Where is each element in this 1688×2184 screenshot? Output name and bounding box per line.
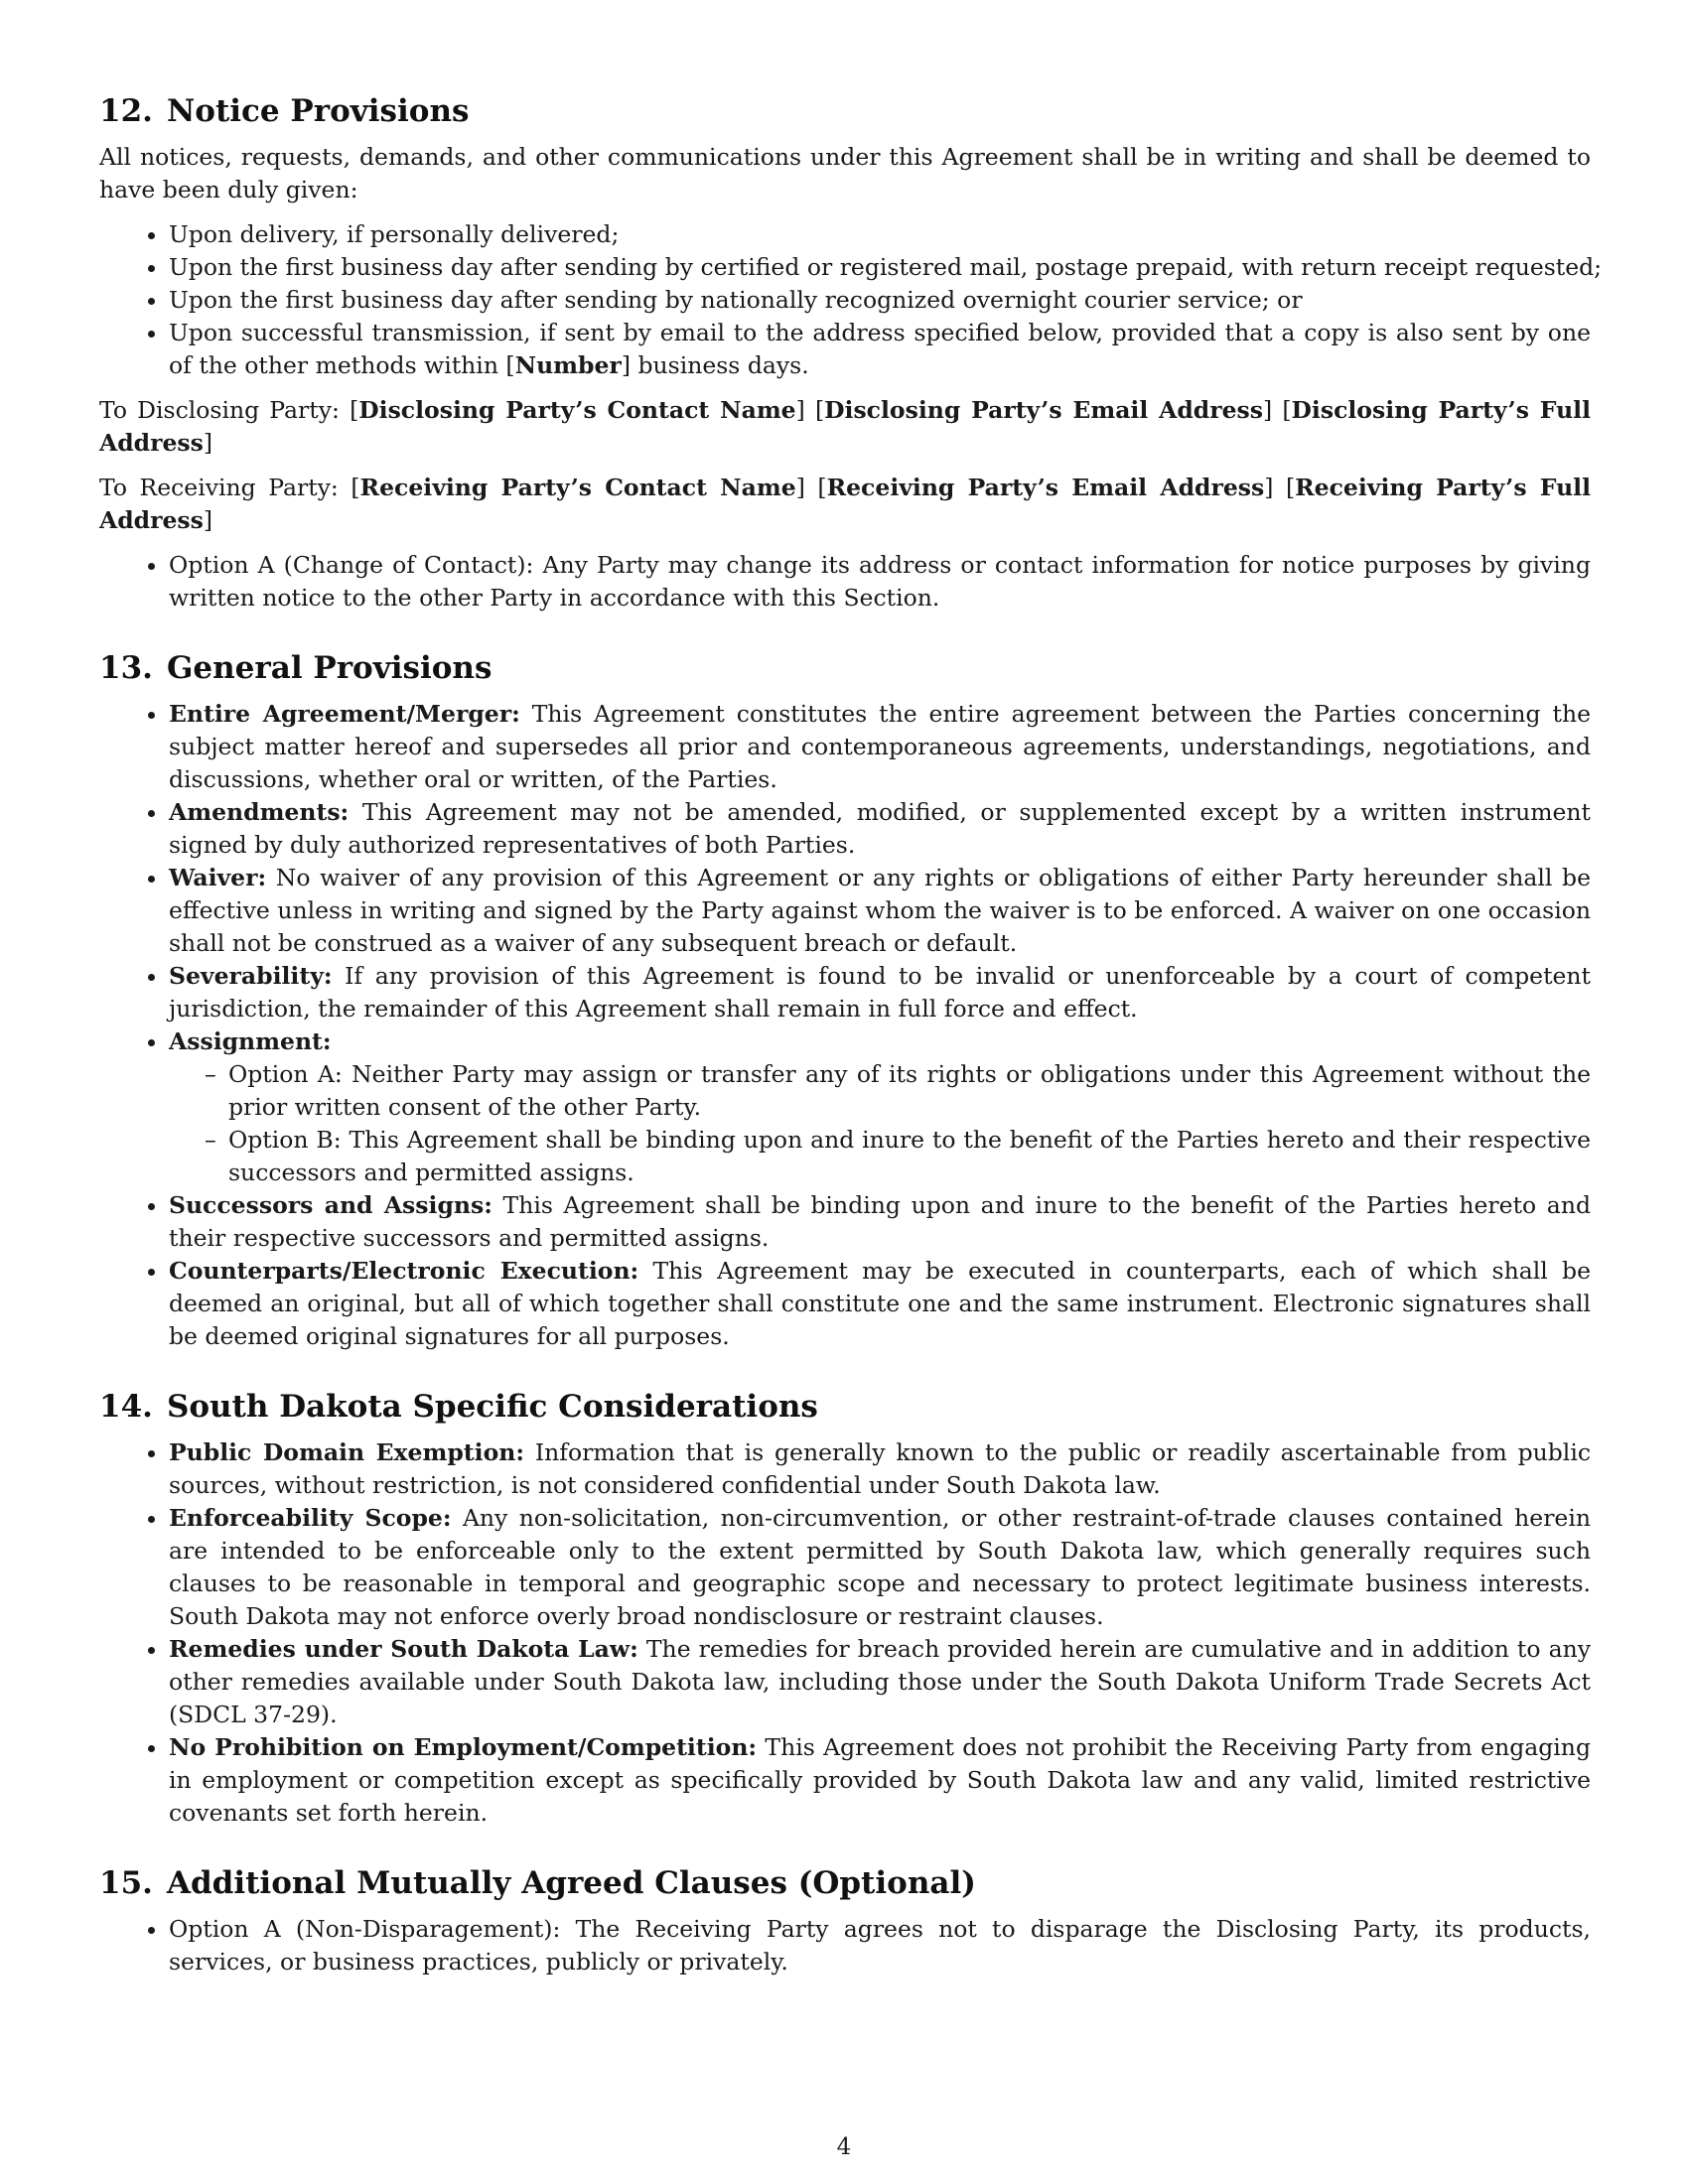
sub-list-item: – Option A: Neither Party may assign or transfer any of its rights or obligations under this Agreement without the prior written consent of the other Party.: [228, 1058, 1591, 1124]
disclosing-party-contact: To Disclosing Party: [Disclosing Party’s Contact Name] [Disclosing Party’s Email Address] [Disclosing Party’s Full Address]: [99, 396, 1592, 457]
list-item: • Upon the first business day after sending by nationally recognized overnight courier service; or: [169, 284, 1591, 317]
section-heading: 14. South Dakota Specific Considerations: [99, 1389, 818, 1425]
list-item: • Entire Agreement/Merger: This Agreement constitutes the entire agreement between the Parties concerning the subject matter hereof and supersedes all prior and contemporaneous agreements, understandings, negotiations, and discussions, whether oral or written, of the Parties.: [169, 698, 1591, 796]
list-item: • Public Domain Exemption: Information that is generally known to the public or readily ascertainable from public sources, without restriction, is not considered confidential under South Dakota law.: [169, 1436, 1591, 1502]
list-item: • Option A (Change of Contact): Any Party may change its address or contact information for notice purposes by giving written notice to the other Party in accordance with this Section.: [169, 549, 1591, 614]
bullet-list: [99, 698, 1591, 1353]
list-item: • Successors and Assigns: This Agreement shall be binding upon and inure to the benefit of the Parties hereto and their respective successors and permitted assigns.: [169, 1189, 1591, 1255]
list-item: • No Prohibition on Employment/Competition: This Agreement does not prohibit the Receiving Party from engaging in employment or competition except as specifically provided by South Dakota law and any valid, limited restrictive covenants set forth herein.: [169, 1731, 1591, 1830]
list-item: • Assignment: – Option A: Neither Party may assign or transfer any of its rights or obligations under this Agreement without the prior written consent of the other Party. – Option B: This Agreement shall be binding upon and inure to the benefit of the Parties hereto and their respective successors and permitted assigns.: [169, 1025, 1591, 1189]
bullet-list: [99, 218, 1603, 382]
section-heading: 12. Notice Provisions: [99, 93, 470, 129]
list-item: • Upon delivery, if personally delivered;: [169, 218, 1591, 251]
document-page: [99, 91, 1603, 2012]
list-item: • Severability: If any provision of this Agreement is found to be invalid or unenforceable by a court of competent jurisdiction, the remainder of this Agreement shall remain in full force and effect.: [169, 960, 1591, 1025]
section-notice-provisions: [99, 91, 1603, 614]
paragraph: All notices, requests, demands, and other communications under this Agreement shall be in writing and shall be deemed to have been duly given:: [99, 143, 1591, 204]
sub-list-item: – Option B: This Agreement shall be binding upon and inure to the benefit of the Parties hereto and their respective successors and permitted assigns.: [228, 1124, 1591, 1189]
list-item: • Upon the first business day after sending by certified or registered mail, postage prepaid, with return receipt requested;: [169, 251, 1591, 284]
section-additional-clauses: [99, 1863, 1591, 1979]
list-item: • Counterparts/Electronic Execution: This Agreement may be executed in counterparts, each of which shall be deemed an original, but all of which together shall constitute one and the same instrument. Electronic signatures shall be deemed original signatures for all purposes.: [169, 1255, 1591, 1353]
section-heading: 13. General Provisions: [99, 650, 492, 686]
section-south-dakota: [99, 1387, 1591, 1830]
sub-list: [169, 1058, 1591, 1189]
bullet-list: [99, 1913, 1591, 1979]
list-item: • Enforceability Scope: Any non-solicitation, non-circumvention, or other restraint-of-trade clauses contained herein are intended to be enforceable only to the extent permitted by South Dakota law, which generally requires such clauses to be reasonable in temporal and geographic scope and necessary to protect legitimate business interests. South Dakota may not enforce overly broad nondisclosure or restraint clauses.: [169, 1502, 1591, 1633]
list-item: • Remedies under South Dakota Law: The remedies for breach provided herein are cumulative and in addition to any other remedies available under South Dakota law, including those under the South Dakota Uniform Trade Secrets Act (SDCL 37-29).: [169, 1633, 1591, 1731]
section-heading: 15. Additional Mutually Agreed Clauses (Optional): [99, 1865, 976, 1901]
list-item: • Option A (Non-Disparagement): The Receiving Party agrees not to disparage the Disclosing Party, its products, services, or business practices, publicly or privately.: [169, 1913, 1591, 1979]
receiving-party-contact: To Receiving Party: [Receiving Party’s Contact Name] [Receiving Party’s Email Address] [Receiving Party’s Full Address]: [99, 474, 1592, 534]
list-item: • Upon successful transmission, if sent by email to the address specified below, provided that a copy is also sent by one of the other methods within [Number] business days.: [169, 317, 1591, 382]
bullet-list: [99, 1436, 1591, 1830]
list-item: • Waiver: No waiver of any provision of this Agreement or any rights or obligations of either Party hereunder shall be effective unless in writing and signed by the Party against whom the waiver is to be enforced. A waiver on one occasion shall not be construed as a waiver of any subsequent breach or default.: [169, 862, 1591, 960]
list-item: • Amendments: This Agreement may not be amended, modified, or supplemented except by a written instrument signed by duly authorized representatives of both Parties.: [169, 796, 1591, 862]
page-number: 4: [836, 2134, 852, 2160]
section-general-provisions: [99, 648, 1591, 1353]
bullet-list: [99, 549, 1591, 614]
